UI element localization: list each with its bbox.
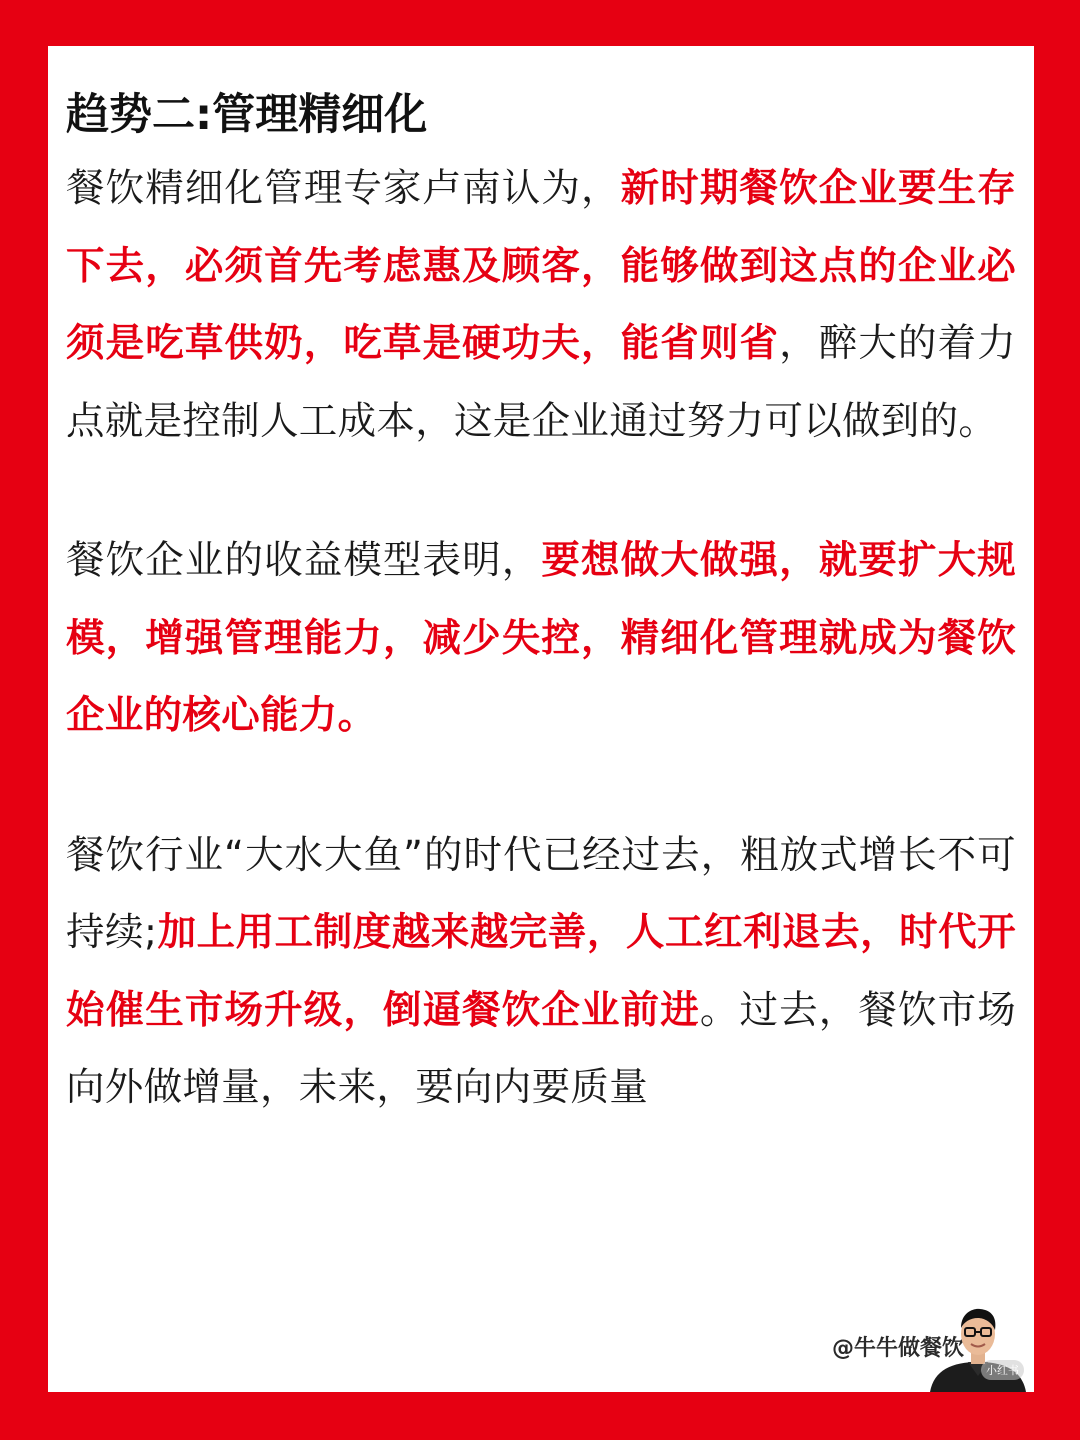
highlighted-text: 加上用工制度越来越完善，人工红利退去，时代开始催生市场升级，倒逼餐饮企业前进 [66,910,1017,1033]
paragraph-1 [66,150,1016,460]
highlighted-text: 新时期餐饮企业要生存下去，必须首先考虑惠及顾客，能够做到这点的企业必须是吃草供奶，吃草是硬功夫，能省则省 [66,166,1016,366]
text-segment: 餐饮企业的收益模型表明， [66,538,542,583]
text-segment: 。过去，餐饮市场向外做增量，未来，要向内要质量 [66,987,1016,1110]
content-card [48,46,1034,1392]
text-segment: ，醉大的着力点就是控制人工成本，这是企业通过努力可以做到的。 [66,321,1016,444]
text-segment: 餐饮行业“大水大鱼”的时代已经过去，粗放式增长不可持续; [66,832,1016,955]
author-watermark: @牛牛做餐饮 [831,1336,964,1361]
page-title: 趋势二:管理精细化 [66,90,428,140]
highlighted-text: 要想做大做强，就要扩大规模，增强管理能力，减少失控，精细化管理就成为餐饮企业的核心能力。 [66,538,1016,738]
text-segment: 餐饮精细化管理专家卢南认为， [66,166,621,211]
paragraph-2 [66,522,1016,755]
paragraph-3 [66,817,1016,1127]
article-body [66,86,1016,1127]
platform-logo: 小红书 [981,1360,1024,1380]
